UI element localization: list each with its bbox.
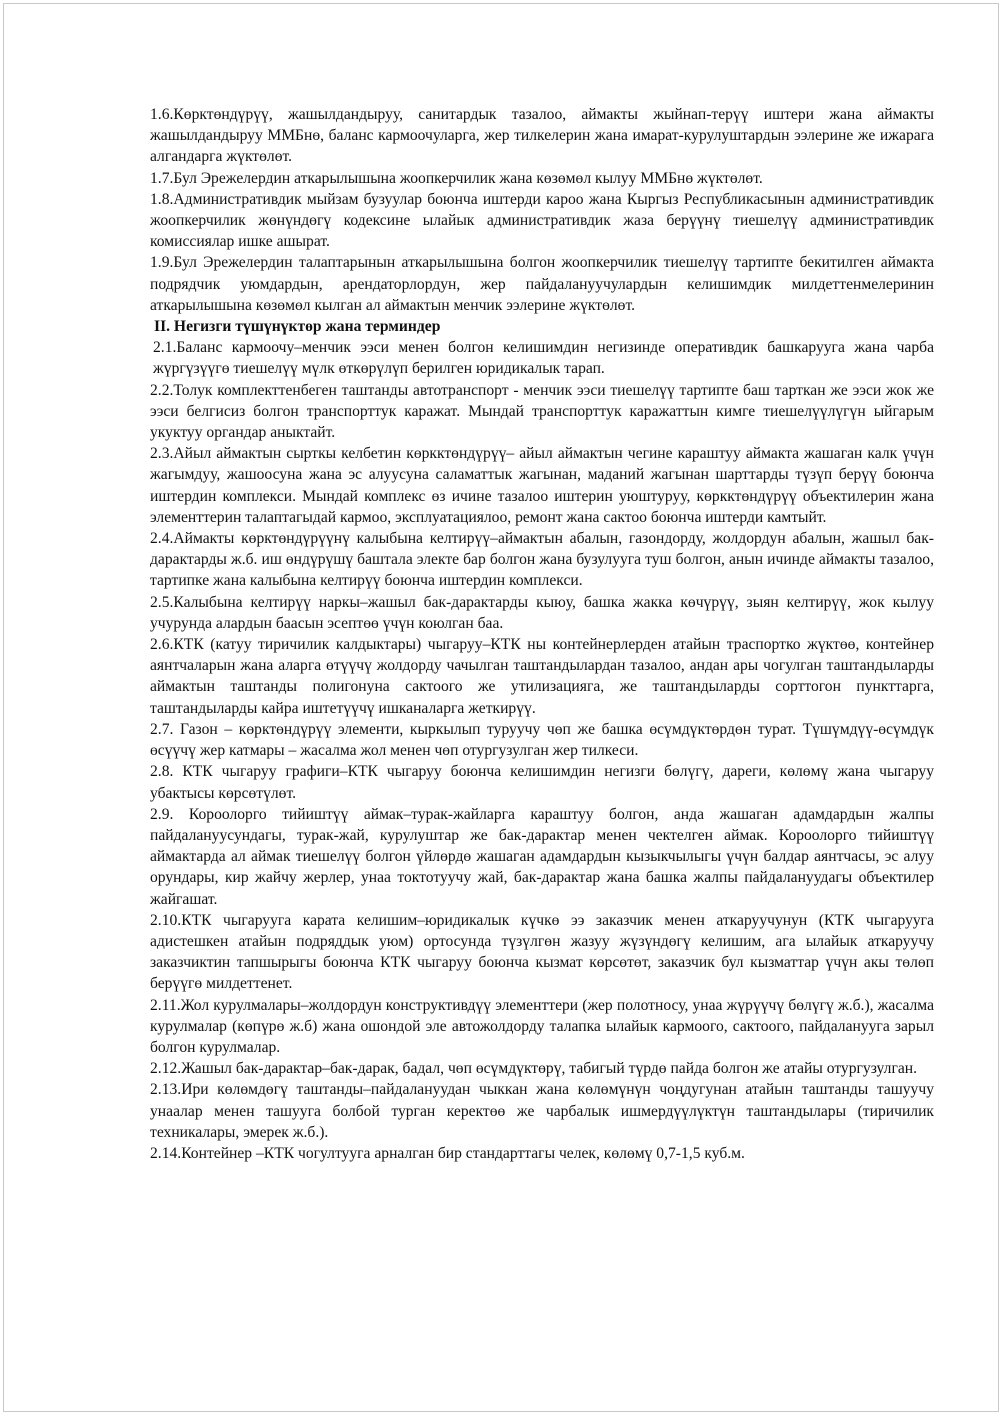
paragraph-2-7: 2.7. Газон – көрктөндүрүү элементи, кыркылып туруучу чөп же башка өсүмдүктөрдөн турат. Түшүмдүү-өсүмдүк өсүүчү жер катмары – жасалма жол менен чөп отургузулган жер тилкеси. xyxy=(150,720,934,760)
section-heading: II. Негизги түшүнүктөр жана терминдер xyxy=(154,318,441,336)
paragraph-2-14: 2.14.Контейнер –КТК чогултууга арналган бир стандарттагы челек, көлөмү 0,7-1,5 куб.м. xyxy=(150,1144,745,1162)
paragraph-1-6: 1.6.Көрктөндүрүү, жашылдандыруу, санитардык тазалоо, аймакты жыйнап-терүү иштери жана аймакты жашылдандыруу ММБнө, баланс кармоочуларга, жер тилкелерин жана имарат-курулуштардын ээлерине же ижарага алгандарга жүктөлөт. xyxy=(150,106,934,166)
document-page xyxy=(3,3,999,1412)
paragraph-2-9: 2.9. Короолорго тийиштүү аймак–турак-жайларга караштуу болгон, анда жашаган адамдардын жалпы пайдалануусундагы, турак-жай, курулуштар же бак-дарактар менен чектелген аймак. Короолорго тийиштүү аймактарда ал аймак тиешелүү болгон үйлөрдө жашаган адамдардын кызыкчылыгы үчүн балдар аянтчасы, эс алуу орундары, кир жайчу жерлер, унаа токтотуучу жай, бак-дарактар жана башка жалпы пайдалануудагы объектилер жайгашат. xyxy=(150,805,934,908)
paragraph-2-12: 2.12.Жашыл бак-дарактар–бак-дарак, бадал, чөп өсүмдүктөрү, табигый түрдө пайда болгон же атайы отургузулган. xyxy=(150,1060,918,1078)
paragraph-2-3: 2.3.Айыл аймактын сырткы келбетин көркктөндүрүү– айыл аймактын чегине караштуу аймакта жашаган калк үчүн жагымдуу, жашоосуна жана эс алуусуна саламаттык жагынан, маданий жагынан шарттарды түзүп берүү боюнча иштердин комплекси. Мындай комплекс өз ичине тазалоо иштерин уюштуруу, көркктөндүрүү объектилерин жана элементтерин талаптагыдай кармоо, эксплуатациялоо, ремонт жана сактоо боюнча иштерди камтыйт. xyxy=(150,445,934,526)
paragraph-2-11: 2.11.Жол курулмалары–жолдордун конструктивдүү элементтери (жер полотносу, унаа жүрүүчү бөлүгү ж.б.), жасалма курулмалар (көпүрө ж.б) жана ошондой эле автожолдорду талапка ылайык кармоого, сактоого, пайдаланууга зарыл болгон курулмалар. xyxy=(150,996,934,1056)
paragraph-1-7: 1.7.Бул Эрежелердин аткарылышына жоопкерчилик жана көзөмөл кылуу ММБнө жүктөлөт. xyxy=(150,169,763,187)
paragraph-2-8: 2.8. КТК чыгаруу графиги–КТК чыгаруу боюнча келишимдин негизги бөлүгү, дареги, көлөмү жана чыгаруу убактысы көрсөтүлөт. xyxy=(150,763,934,802)
paragraph-1-9: 1.9.Бул Эрежелердин талаптарынын аткарылышына болгон жоопкерчилик тиешелүү тартипте бекитилген аймакта подрядчик уюмдардын, арендаторлордун, жер пайдалануучулардын келишимдик милдеттенмелеринин аткарылышына көзөмөл кылган ал аймактын менчик ээлерине жүктөлөт. xyxy=(150,254,934,314)
document-body xyxy=(150,104,934,1164)
paragraph-2-1: 2.1.Баланс кармоочу–менчик ээси менен болгон келишимдин негизинде оперативдик башкарууга жана чарба жүргүзүүгө тиешелүү мүлк өткөрүлүп берилген юридикалык тарап. xyxy=(153,339,934,378)
paragraph-2-13: 2.13.Ири көлөмдөгү таштанды–пайдалануудан чыккан жана көлөмүнүн чоңдугунан атайын таштанды ташуучу унаалар менен ташууга болбой турган керектөө же чарбалык ишмердүүлүктүн таштандылары (тиричилик техникалары, эмерек ж.б.). xyxy=(150,1081,934,1141)
paragraph-2-5: 2.5.Калыбына келтирүү наркы–жашыл бак-дарактарды кыюу, башка жакка көчүрүү, зыян келтирүү, жок кылуу учурунда алардын баасын эсептөө үчүн коюлган баа. xyxy=(150,593,934,632)
paragraph-2-10: 2.10.КТК чыгарууга карата келишим–юридикалык күчкө ээ заказчик менен аткаруучунун (КТК чыгарууга адистешкен атайын подряддык уюм) ортосунда түзүлгөн жазуу жүзүндөгү келишим, ага ылайык аткаруучу заказчиктин тапшырыгы боюнча КТК чыгаруу боюнча кызмат көрсөтөт, заказчик бул кызматтар үчүн акы төлөп берүүгө милдеттенет. xyxy=(150,911,934,993)
paragraph-2-2: 2.2.Толук комплекттенбеген таштанды автотранспорт - менчик ээси тиешелүү тартипте баш тарткан же ээси жок же ээси белгисиз болгон транспорттук каражат. Мындай транспорттук каражаттын кимге тиешелүүлүгүн ыйгарым укуктуу органдар аныктайт. xyxy=(150,381,934,442)
paragraph-1-8: 1.8.Административдик мыйзам бузуулар боюнча иштерди кароо жана Кыргыз Республикасынын административдик жоопкерчилик жөнүндөгү кодексине ылайык административдик жаза берүүнү тиешелүү административдик комиссиялар ишке ашырат. xyxy=(150,190,934,251)
paragraph-2-6: 2.6.КТК (катуу тиричилик калдыктары) чыгаруу–КТК ны контейнерлерден атайын траспортко жүктөө, контейнер аянтчаларын жана аларга өтүүчү жолдорду чачылган таштандылардан тазалоо, андан ары чогулган таштандыларды аймактын таштанды полигонуна сактоого же утилизацияга, же таштандыларды сорттогон пункттарга, таштандыларды кайра иштетүүчү ишканаларга жеткирүү. xyxy=(150,636,934,717)
paragraph-2-4: 2.4.Аймакты көрктөндүрүүнү калыбына келтирүү–аймактын абалын, газондорду, жолдордун абалын, жашыл бак-дарактарды ж.б. иш өндүрүшү баштала электе бар болгон жана бузулууга туш болгон, анын ичинде аймакты тазалоо, тартипке жана калыбына келтирүү боюнча иштердин комплекси. xyxy=(150,530,934,590)
